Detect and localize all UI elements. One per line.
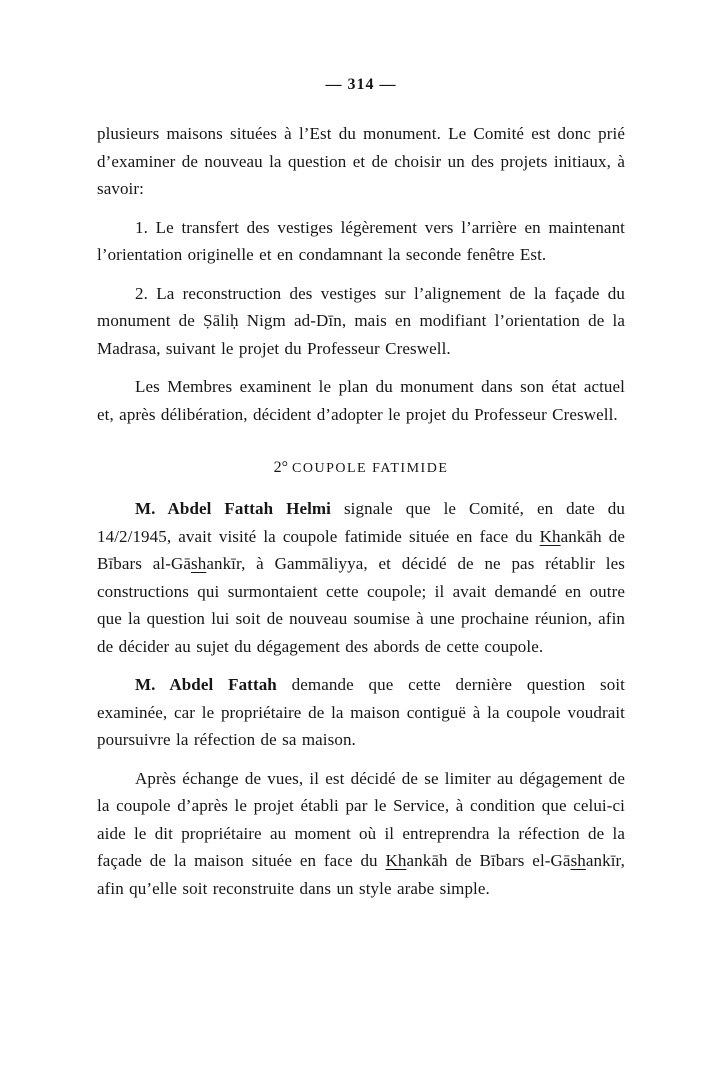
text-run: ankāh de Bībars al-Gā — [97, 526, 625, 573]
text-run: Les Membres examinent le plan du monument dans son état actuel et, après délibération, décident d’adopter le projet du Professeur Creswell. — [97, 377, 625, 424]
para-decision — [97, 765, 625, 903]
para-demande — [97, 671, 625, 754]
page-body — [97, 120, 625, 902]
para-item-1 — [97, 214, 625, 269]
text-run: 1. Le transfert des vestiges légèrement vers l’arrière en maintenant l’orientation originelle et en condamnant la seconde fenêtre Est. — [97, 217, 625, 264]
text-run: ankāh de Bībars el-Gā — [406, 851, 571, 870]
text-run: signale que le Comité, en date du 14/2/1945, avait visité la coupole fatimide située en face du — [97, 499, 626, 546]
para-helmi — [97, 495, 625, 660]
section-heading — [97, 452, 625, 479]
section-heading-title: COUPOLE FATIMIDE — [292, 461, 449, 476]
transliteration-underline: Kh — [385, 851, 407, 870]
text-run: ankīr, afin qu’elle soit reconstruite dans un style arabe simple. — [97, 851, 625, 898]
para-members — [97, 373, 625, 428]
emphasized-name: M. Abdel Fattah Helmi — [135, 499, 332, 518]
text-run: demande que cette dernière question soit examinée, car le propriétaire de la maison contiguë à la coupole voudrait poursuivre la réfection de sa maison. — [97, 675, 625, 749]
text-run: plusieurs maisons situées à l’Est du monument. Le Comité est donc prié d’examiner de nouveau la question et de choisir un des projets initiaux, à savoir: — [97, 124, 625, 198]
transliteration-underline: Kh — [539, 526, 561, 546]
text-run: Après échange de vues, il est décidé de se limiter au dégagement de la coupole d’après le projet établi par le Service, à condition que celui-ci aide le dit propriétaire au moment où il entreprendra la réfection de la façade de la maison située en face du — [97, 768, 625, 870]
transliteration-underline: sh — [191, 554, 207, 573]
para-continuation — [97, 120, 625, 203]
emphasized-name: M. Abdel Fattah — [135, 675, 277, 694]
text-run: 2. La reconstruction des vestiges sur l’alignement de la façade du monument de Ṣāliḥ Nigm ad-Dīn, mais en modifiant l’orientation de la Madrasa, suivant le projet du Professeur Creswell. — [97, 283, 625, 358]
transliteration-underline: sh — [570, 851, 586, 870]
section-heading-number: 2° — [273, 459, 293, 476]
text-run: ankīr, à Gammāliyya, et décidé de ne pas rétablir les constructions qui surmontaient cette coupole; il avait demandé en outre que la question lui soit de nouveau soumise à une prochaine réunion, afin de décider au sujet du dégagement des abords de cette coupole. — [97, 554, 625, 656]
page-number: — 314 — — [325, 76, 397, 93]
para-item-2 — [97, 280, 625, 363]
